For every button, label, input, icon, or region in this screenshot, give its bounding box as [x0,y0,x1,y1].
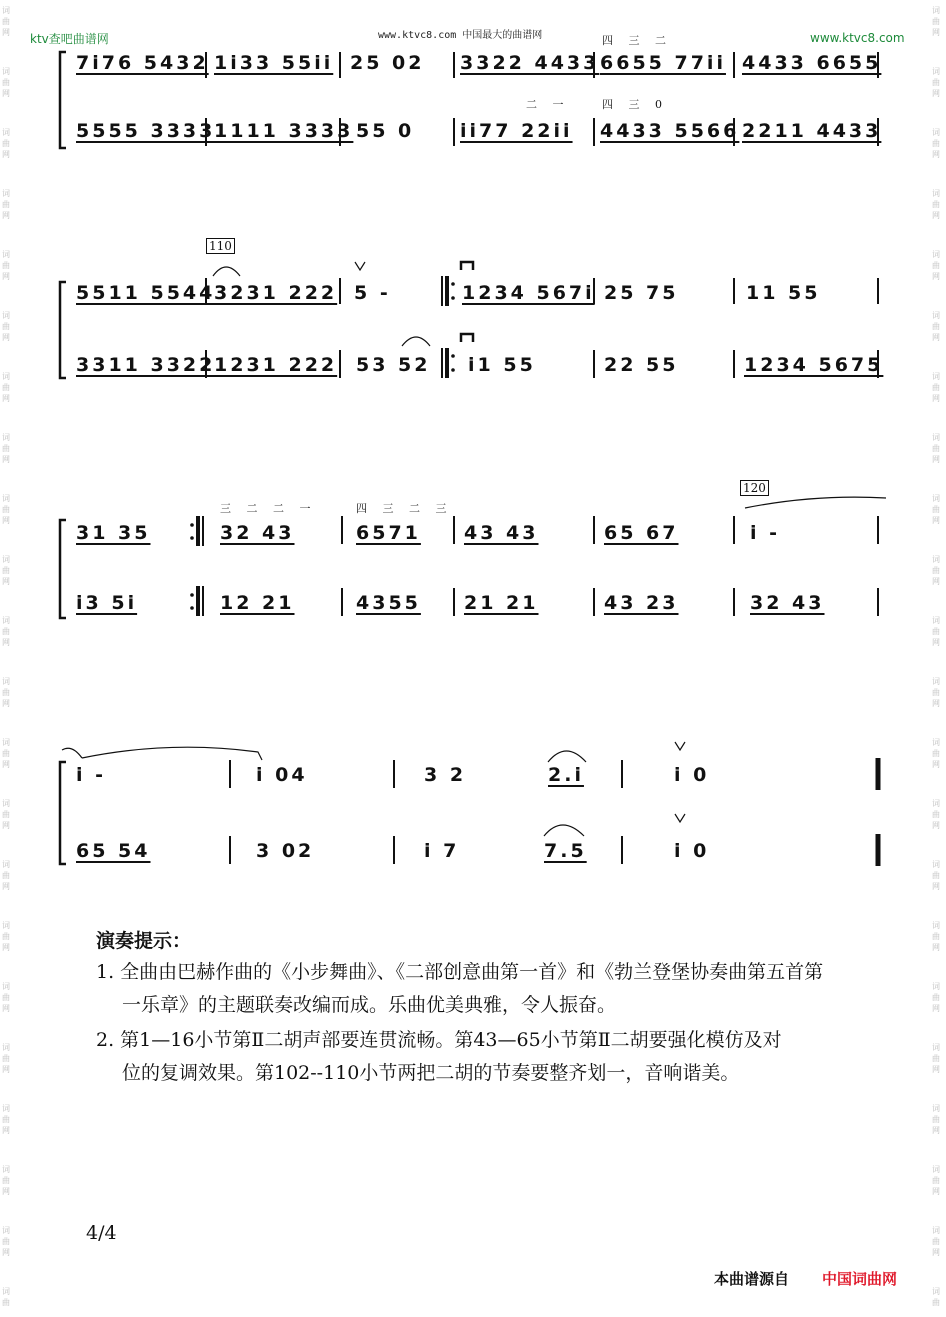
watermark-char: 网 [932,394,940,403]
watermark-char: 网 [932,1004,940,1013]
watermark-char: 网 [932,516,940,525]
watermark-char: 曲 [2,383,10,392]
header-site-name: ktv查吧曲谱网 [30,32,109,46]
watermark-char: 词 [932,250,940,259]
s1-bot-m1: 5555 3333 [76,120,216,142]
watermark-char: 词 [932,555,940,564]
s3-fingering-a: 三 二 二 一 [220,502,317,515]
watermark-char: 词 [2,677,10,686]
watermark-char: 曲 [932,1176,940,1185]
watermark-char: 网 [932,333,940,342]
watermark-char: 网 [932,638,940,647]
watermark-char: 网 [932,1187,940,1196]
s2-bot-m5: 22 55 [604,354,679,376]
s3-bot-m4: 21 21 [464,592,539,614]
s1-bot-m3: 55 0 [356,120,415,142]
watermark-char: 词 [2,616,10,625]
s2-top-m6: 11 55 [746,282,821,304]
s4-bot-m4: 7.5 [544,840,587,862]
watermark-char: 词 [2,1287,10,1296]
watermark-char: 网 [932,577,940,586]
watermark-char: 词 [2,311,10,320]
s4-top-m1: i - [76,764,107,786]
s3-top-m1: 31 35 [76,522,151,544]
watermark-char: 词 [2,128,10,137]
watermark-char: 曲 [2,810,10,819]
watermark-char: 网 [932,455,940,464]
watermark-char: 词 [2,1165,10,1174]
watermark-char: 网 [932,882,940,891]
note-2-line-2: 位的复调效果。第102--110小节两把二胡的节奏要整齐划一，音响谐美。 [122,1062,740,1084]
s2-bot-m3: 53 52 [356,354,431,376]
watermark-char: 词 [2,1043,10,1052]
watermark-char: 词 [2,982,10,991]
watermark-char: 曲 [2,749,10,758]
watermark-char: 词 [2,921,10,930]
watermark-char: 词 [932,616,940,625]
s3-bot-m2: 12 21 [220,592,295,614]
note-1-line-1: 1. 全曲由巴赫作曲的《小步舞曲》、《二部创意曲第一首》和《勃兰登堡协奏曲第五首第 [96,961,824,983]
watermark-char: 词 [2,433,10,442]
s4-top-m2: i 04 [256,764,308,786]
watermark-char: 词 [2,494,10,503]
watermark-char: 词 [932,860,940,869]
s3-top-m5: 65 67 [604,522,679,544]
watermark-char: 词 [2,372,10,381]
watermark-char: 词 [932,921,940,930]
s1-bot-fingering-a: 二 一 [526,98,570,111]
watermark-char: 网 [932,211,940,220]
watermark-char: 网 [932,28,940,37]
watermark-char: 网 [2,28,10,37]
watermark-char: 曲 [2,871,10,880]
watermark-char: 曲 [932,932,940,941]
watermark-char: 曲 [2,1237,10,1246]
notes-title: 演奏提示： [96,930,192,952]
watermark-char: 词 [2,1226,10,1235]
header-url: www.ktvc8.com [810,31,905,45]
watermark-char: 网 [2,1065,10,1074]
watermark-char: 网 [2,1126,10,1135]
watermark-char: 曲 [2,1298,10,1307]
watermark-char: 曲 [932,505,940,514]
s1-bot-m6: 2211 4433 [742,120,882,142]
watermark-char: 词 [2,1104,10,1113]
s3-top-m2: 32 43 [220,522,295,544]
watermark-char: 网 [932,1065,940,1074]
watermark-char: 词 [932,311,940,320]
watermark-char: 曲 [932,322,940,331]
watermark-char: 网 [2,333,10,342]
watermark-char: 词 [932,1043,940,1052]
watermark-char: 词 [2,799,10,808]
s2-bot-m2: 1231 222 [214,354,338,376]
watermark-char: 词 [2,6,10,15]
watermark-char: 曲 [2,1115,10,1124]
s4-bot-m3: i 7 [424,840,460,862]
watermark-char: 曲 [932,78,940,87]
watermark-char: 网 [2,1187,10,1196]
watermark-char: 词 [932,799,940,808]
watermark-char: 词 [2,860,10,869]
footer-source-site: 中国词曲网 [822,1270,898,1288]
watermark-char: 曲 [932,444,940,453]
watermark-char: 词 [2,67,10,76]
watermark-char: 曲 [932,1115,940,1124]
s2-bot-m1: 3311 3322 [76,354,216,376]
watermark-char: 曲 [2,261,10,270]
watermark-char: 网 [932,821,940,830]
watermark-char: 曲 [932,200,940,209]
s2-bot-m6: 1234 5675 [744,354,884,376]
watermark-char: 网 [932,943,940,952]
watermark-char: 曲 [2,139,10,148]
s1-bot-fingering-b: 四 三 0 [602,98,668,111]
watermark-char: 曲 [2,17,10,26]
s1-bot-m4: ii77 22ii [460,120,573,142]
s1-top-m6: 4433 6655 [742,52,882,74]
watermark-char: 曲 [2,200,10,209]
s3-top-m3: 6571 [356,522,421,544]
watermark-char: 词 [932,189,940,198]
watermark-char: 词 [932,982,940,991]
watermark-char: 曲 [932,139,940,148]
watermark-char: 曲 [932,749,940,758]
watermark-char: 网 [2,455,10,464]
rehearsal-mark-110: 110 [206,238,235,254]
header-center-banner: www.ktvc8.com 中国最大的曲谱网 [378,30,543,41]
watermark-char: 网 [932,150,940,159]
watermark-char: 曲 [2,627,10,636]
watermark-char: 曲 [932,627,940,636]
watermark-char: 网 [2,211,10,220]
s3-fingering-b: 四 三 二 三 [356,502,453,515]
watermark-char: 词 [932,738,940,747]
watermark-char: 网 [2,577,10,586]
watermark-char: 网 [2,821,10,830]
watermark-char: 网 [2,516,10,525]
watermark-char: 网 [2,1248,10,1257]
s4-bot-m1: 65 54 [76,840,151,862]
s1-top-m4: 3322 4433 [460,52,600,74]
watermark-char: 网 [2,394,10,403]
s3-bot-m1: i3 5i [76,592,138,614]
s1-top-m5: 6655 77ii [600,52,726,74]
s4-bot-m5: i 0 [674,840,710,862]
watermark-char: 词 [932,6,940,15]
watermark-char: 曲 [2,78,10,87]
watermark-char: 曲 [932,810,940,819]
watermark-char: 词 [932,494,940,503]
watermark-char: 词 [2,189,10,198]
watermark-char: 曲 [2,566,10,575]
watermark-char: 网 [932,699,940,708]
watermark-char: 曲 [2,932,10,941]
watermark-char: 网 [2,943,10,952]
watermark-char: 词 [932,372,940,381]
s1-top-fingering: 四 三 二 [602,34,672,47]
s4-top-m3: 3 2 [424,764,467,786]
watermark-char: 曲 [2,322,10,331]
watermark-char: 网 [2,882,10,891]
s3-bot-m5: 43 23 [604,592,679,614]
s1-top-m3: 25 02 [350,52,425,74]
watermark-char: 曲 [2,505,10,514]
s2-top-m4: 1234 567i [462,282,595,304]
note-1-line-2: 一乐章》的主题联奏改编而成。乐曲优美典雅，令人振奋。 [122,994,617,1016]
watermark-char: 网 [932,89,940,98]
watermark-char: 曲 [932,261,940,270]
watermark-char: 网 [932,272,940,281]
watermark-char: 网 [2,699,10,708]
watermark-char: 曲 [2,444,10,453]
watermark-char: 曲 [2,1176,10,1185]
watermark-char: 曲 [932,871,940,880]
watermark-char: 词 [2,250,10,259]
s1-top-m1: 7i76 5432 [76,52,209,74]
watermark-char: 词 [2,738,10,747]
s2-top-m1: 5511 5544 [76,282,216,304]
s3-top-m6: i - [750,522,781,544]
s1-top-m2: 1i33 55ii [214,52,334,74]
watermark-char: 网 [2,272,10,281]
s1-bot-m5: 4433 5566 [600,120,740,142]
watermark-char: 曲 [932,566,940,575]
s3-bot-m6: 32 43 [750,592,825,614]
s4-top-m5: i 0 [674,764,710,786]
watermark-char: 网 [932,1126,940,1135]
watermark-char: 网 [2,150,10,159]
s2-top-m2: 3231 222 [214,282,338,304]
watermark-char: 曲 [2,688,10,697]
watermark-char: 词 [932,1226,940,1235]
watermark-char: 网 [2,638,10,647]
watermark-char: 网 [2,89,10,98]
watermark-char: 曲 [932,993,940,1002]
watermark-char: 网 [932,760,940,769]
watermark-char: 网 [932,1248,940,1257]
watermark-char: 曲 [932,1298,940,1307]
watermark-char: 曲 [932,17,940,26]
s2-bot-m4: i1 55 [468,354,536,376]
watermark-char: 词 [932,1287,940,1296]
s1-bot-m2: 1111 3333 [214,120,354,142]
watermark-char: 网 [2,1004,10,1013]
watermark-char: 词 [932,1104,940,1113]
watermark-char: 词 [932,128,940,137]
watermark-char: 曲 [932,1054,940,1063]
watermark-char: 曲 [932,383,940,392]
watermark-char: 词 [2,555,10,564]
watermark-char: 曲 [932,1237,940,1246]
s4-bot-m2: 3 02 [256,840,315,862]
s3-top-m4: 43 43 [464,522,539,544]
rehearsal-mark-120: 120 [740,480,769,496]
watermark-char: 曲 [2,1054,10,1063]
s4-top-m4: 2.i [548,764,584,786]
s3-bot-m3: 4355 [356,592,421,614]
footer-source-label: 本曲谱源自 [714,1270,790,1288]
watermark-char: 曲 [2,993,10,1002]
watermark-char: 词 [932,1165,940,1174]
s2-top-m5: 25 75 [604,282,679,304]
page-number: 4/4 [86,1222,117,1244]
watermark-char: 网 [2,760,10,769]
watermark-char: 词 [932,677,940,686]
s2-top-m3: 5 - [354,282,391,304]
watermark-char: 曲 [932,688,940,697]
note-2-line-1: 2. 第1—16小节第Ⅱ二胡声部要连贯流畅。第43—65小节第Ⅱ二胡要强化模仿及对 [96,1029,782,1051]
watermark-char: 词 [932,433,940,442]
watermark-char: 词 [932,67,940,76]
